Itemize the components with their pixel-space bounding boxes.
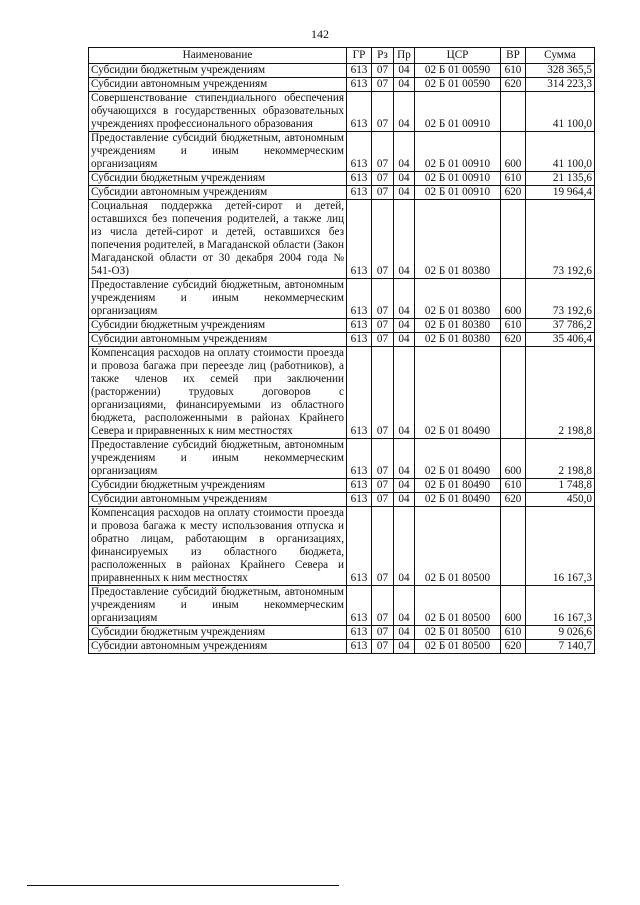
cell-name: Субсидии автономным учреждениям	[89, 493, 347, 507]
cell-vr: 610	[501, 626, 526, 640]
cell-sum: 37 786,2	[526, 319, 595, 333]
cell-pr: 04	[394, 586, 415, 626]
cell-vr: 620	[501, 493, 526, 507]
cell-rz: 07	[372, 92, 394, 132]
column-header-pr: Пр	[394, 48, 415, 64]
cell-sum: 41 100,0	[526, 132, 595, 172]
cell-csr: 02 Б 01 80500	[415, 626, 501, 640]
cell-sum: 16 167,3	[526, 507, 595, 586]
column-header-name: Наименование	[89, 48, 347, 64]
cell-csr: 02 Б 01 00590	[415, 64, 501, 78]
cell-csr: 02 Б 01 80490	[415, 479, 501, 493]
cell-rz: 07	[372, 479, 394, 493]
cell-pr: 04	[394, 78, 415, 92]
cell-gr: 613	[347, 439, 372, 479]
cell-sum: 2 198,8	[526, 347, 595, 439]
cell-vr: 600	[501, 132, 526, 172]
cell-rz: 07	[372, 78, 394, 92]
cell-sum: 16 167,3	[526, 586, 595, 626]
cell-csr: 02 Б 01 00590	[415, 78, 501, 92]
cell-gr: 613	[347, 78, 372, 92]
cell-pr: 04	[394, 92, 415, 132]
cell-csr: 02 Б 01 80380	[415, 333, 501, 347]
cell-gr: 613	[347, 333, 372, 347]
table-header-row	[89, 48, 595, 64]
cell-vr: 620	[501, 78, 526, 92]
cell-pr: 04	[394, 626, 415, 640]
cell-vr	[501, 200, 526, 279]
cell-name: Совершенствование стипендиального обеспечения обучающихся в государственных образовательных учреждениях профессионального образования	[89, 92, 347, 132]
cell-name: Социальная поддержка детей-сирот и детей, оставшихся без попечения родителей, а также лиц из числа детей-сирот и детей, оставшихся без попечения родителей, в Магаданской области (Закон Магаданской области от 30 декабря 2004 года № 541-ОЗ)	[89, 200, 347, 279]
cell-csr: 02 Б 01 00910	[415, 172, 501, 186]
cell-rz: 07	[372, 439, 394, 479]
table-row	[89, 626, 595, 640]
cell-rz: 07	[372, 200, 394, 279]
cell-vr: 610	[501, 64, 526, 78]
cell-csr: 02 Б 01 80500	[415, 507, 501, 586]
cell-vr	[501, 507, 526, 586]
cell-sum: 73 192,6	[526, 279, 595, 319]
cell-gr: 613	[347, 172, 372, 186]
budget-table	[88, 47, 595, 654]
cell-rz: 07	[372, 347, 394, 439]
table-row	[89, 319, 595, 333]
cell-pr: 04	[394, 507, 415, 586]
table-row	[89, 92, 595, 132]
cell-rz: 07	[372, 507, 394, 586]
cell-csr: 02 Б 01 80490	[415, 439, 501, 479]
cell-pr: 04	[394, 279, 415, 319]
cell-rz: 07	[372, 586, 394, 626]
cell-csr: 02 Б 01 80500	[415, 586, 501, 626]
cell-vr: 600	[501, 586, 526, 626]
table-row	[89, 347, 595, 439]
cell-rz: 07	[372, 493, 394, 507]
cell-vr: 620	[501, 640, 526, 654]
cell-name: Субсидии автономным учреждениям	[89, 333, 347, 347]
cell-csr: 02 Б 01 80490	[415, 347, 501, 439]
cell-name: Компенсация расходов на оплату стоимости проезда и провоза багажа к месту использования отпуска и обратно лицам, работающим в организациях, финансируемых из областного бюджета, расположенных в районах Крайнего Севера и приравненных к ним местностях	[89, 507, 347, 586]
cell-sum: 21 135,6	[526, 172, 595, 186]
cell-gr: 613	[347, 200, 372, 279]
cell-sum: 41 100,0	[526, 92, 595, 132]
cell-pr: 04	[394, 640, 415, 654]
cell-vr: 610	[501, 319, 526, 333]
cell-rz: 07	[372, 626, 394, 640]
cell-csr: 02 Б 01 00910	[415, 92, 501, 132]
cell-pr: 04	[394, 186, 415, 200]
cell-name: Компенсация расходов на оплату стоимости проезда и провоза багажа при переезде лиц (работников), а также членов их семей при заключении (расторжении) трудовых договоров с организациями, финансируемыми из областного бюджета, расположенными в районах Крайнего Севера и приравненных к ним местностях	[89, 347, 347, 439]
table-row	[89, 507, 595, 586]
cell-rz: 07	[372, 64, 394, 78]
cell-pr: 04	[394, 347, 415, 439]
cell-sum: 7 140,7	[526, 640, 595, 654]
cell-gr: 613	[347, 586, 372, 626]
column-header-vr: ВР	[501, 48, 526, 64]
cell-gr: 613	[347, 186, 372, 200]
cell-pr: 04	[394, 479, 415, 493]
cell-name: Субсидии бюджетным учреждениям	[89, 319, 347, 333]
cell-rz: 07	[372, 319, 394, 333]
cell-rz: 07	[372, 279, 394, 319]
cell-csr: 02 Б 01 80380	[415, 200, 501, 279]
cell-pr: 04	[394, 493, 415, 507]
cell-name: Предоставление субсидий бюджетным, автономным учреждениям и иным некоммерческим организациям	[89, 279, 347, 319]
cell-sum: 2 198,8	[526, 439, 595, 479]
table-row	[89, 132, 595, 172]
cell-gr: 613	[347, 347, 372, 439]
column-header-csr: ЦСР	[415, 48, 501, 64]
cell-gr: 613	[347, 279, 372, 319]
column-header-rz: Рз	[372, 48, 394, 64]
cell-vr: 620	[501, 333, 526, 347]
table-row	[89, 172, 595, 186]
cell-gr: 613	[347, 479, 372, 493]
cell-sum: 450,0	[526, 493, 595, 507]
cell-gr: 613	[347, 92, 372, 132]
cell-name: Субсидии бюджетным учреждениям	[89, 64, 347, 78]
cell-vr: 600	[501, 279, 526, 319]
table-row	[89, 439, 595, 479]
cell-name: Предоставление субсидий бюджетным, автономным учреждениям и иным некоммерческим организациям	[89, 132, 347, 172]
table-row	[89, 186, 595, 200]
cell-name: Субсидии автономным учреждениям	[89, 186, 347, 200]
cell-rz: 07	[372, 333, 394, 347]
cell-gr: 613	[347, 132, 372, 172]
cell-rz: 07	[372, 640, 394, 654]
cell-vr	[501, 92, 526, 132]
cell-name: Субсидии автономным учреждениям	[89, 640, 347, 654]
cell-sum: 35 406,4	[526, 333, 595, 347]
column-header-gr: ГР	[347, 48, 372, 64]
cell-vr: 620	[501, 186, 526, 200]
cell-pr: 04	[394, 333, 415, 347]
cell-vr: 610	[501, 479, 526, 493]
cell-name: Предоставление субсидий бюджетным, автономным учреждениям и иным некоммерческим организациям	[89, 586, 347, 626]
cell-rz: 07	[372, 172, 394, 186]
cell-gr: 613	[347, 493, 372, 507]
table-row	[89, 640, 595, 654]
page-number: 142	[311, 27, 329, 41]
table-row	[89, 200, 595, 279]
cell-csr: 02 Б 01 80500	[415, 640, 501, 654]
cell-vr: 600	[501, 439, 526, 479]
table-row	[89, 64, 595, 78]
cell-pr: 04	[394, 132, 415, 172]
table-row	[89, 279, 595, 319]
cell-gr: 613	[347, 640, 372, 654]
cell-name: Субсидии бюджетным учреждениям	[89, 479, 347, 493]
cell-rz: 07	[372, 186, 394, 200]
cell-gr: 613	[347, 64, 372, 78]
cell-sum: 73 192,6	[526, 200, 595, 279]
cell-sum: 19 964,4	[526, 186, 595, 200]
cell-pr: 04	[394, 64, 415, 78]
cell-pr: 04	[394, 172, 415, 186]
cell-vr: 610	[501, 172, 526, 186]
cell-csr: 02 Б 01 00910	[415, 186, 501, 200]
cell-gr: 613	[347, 319, 372, 333]
cell-csr: 02 Б 01 80380	[415, 279, 501, 319]
cell-sum: 9 026,6	[526, 626, 595, 640]
table-row	[89, 78, 595, 92]
footer-divider	[27, 885, 339, 886]
cell-sum: 328 365,5	[526, 64, 595, 78]
table-body	[89, 64, 595, 654]
cell-name: Субсидии бюджетным учреждениям	[89, 172, 347, 186]
cell-pr: 04	[394, 200, 415, 279]
cell-csr: 02 Б 01 80380	[415, 319, 501, 333]
cell-sum: 1 748,8	[526, 479, 595, 493]
table-row	[89, 493, 595, 507]
cell-gr: 613	[347, 626, 372, 640]
table-row	[89, 333, 595, 347]
cell-rz: 07	[372, 132, 394, 172]
cell-gr: 613	[347, 507, 372, 586]
cell-pr: 04	[394, 439, 415, 479]
cell-vr	[501, 347, 526, 439]
column-header-sum: Сумма	[526, 48, 595, 64]
cell-name: Субсидии бюджетным учреждениям	[89, 626, 347, 640]
cell-csr: 02 Б 01 00910	[415, 132, 501, 172]
table-row	[89, 479, 595, 493]
cell-pr: 04	[394, 319, 415, 333]
cell-csr: 02 Б 01 80490	[415, 493, 501, 507]
table-row	[89, 586, 595, 626]
cell-name: Субсидии автономным учреждениям	[89, 78, 347, 92]
cell-sum: 314 223,3	[526, 78, 595, 92]
cell-name: Предоставление субсидий бюджетным, автономным учреждениям и иным некоммерческим организациям	[89, 439, 347, 479]
